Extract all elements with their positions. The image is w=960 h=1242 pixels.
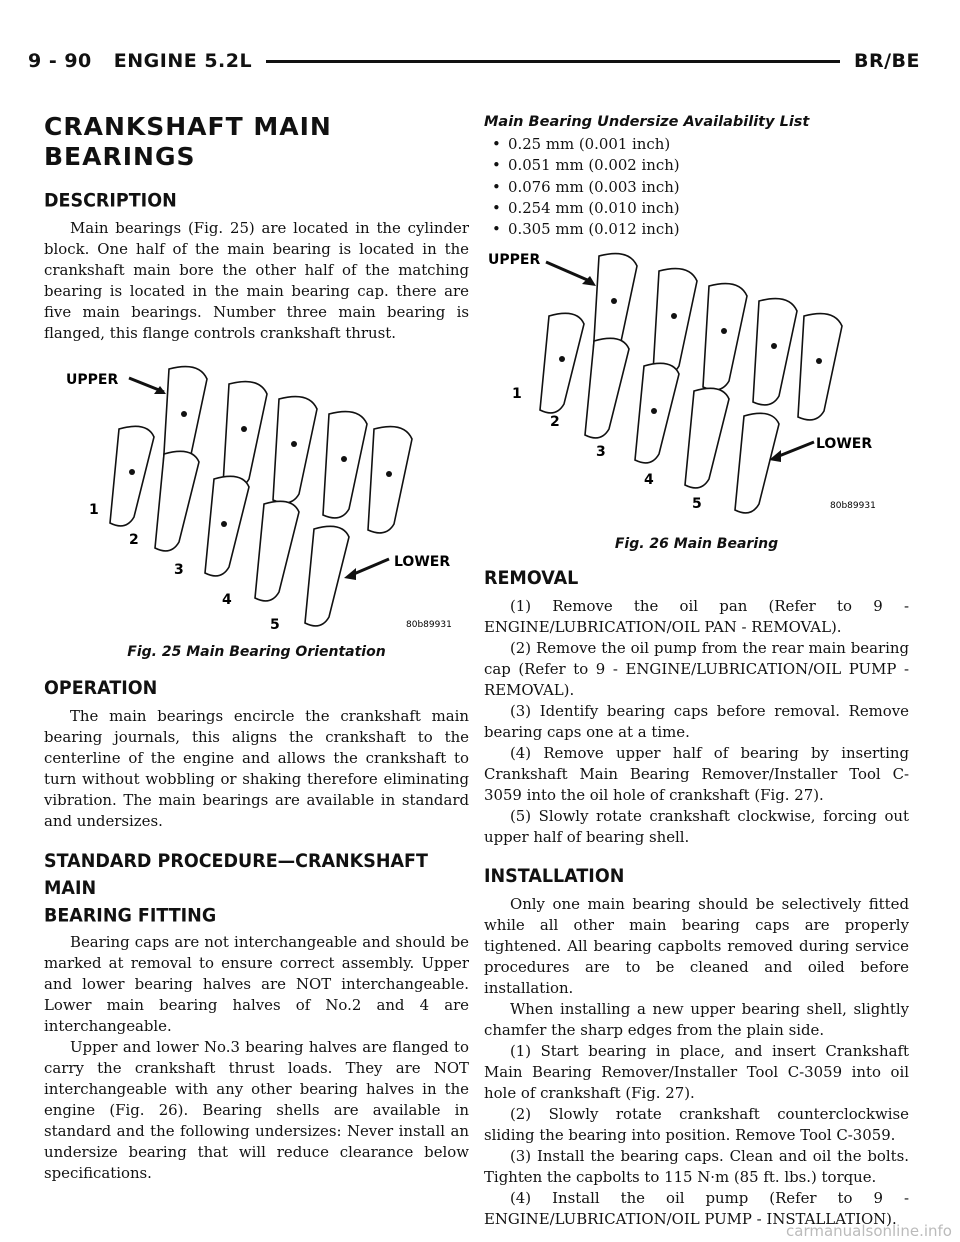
- title-line-1: CRANKSHAFT MAIN: [44, 112, 332, 141]
- page-title: [44, 112, 469, 172]
- figure-26: [484, 246, 909, 552]
- procedure-paragraph-2: Upper and lower No.3 bearing halves are flanged to carry the crankshaft thrust loads. They are NOT interchangeable with any other bearing halves in the engine (Fig. 26). Bearing shells are available in standard and the following undersizes: Never install an undersize bearing that will reduce clearance below specifications.: [44, 1038, 469, 1182]
- fig25-upper-label: UPPER: [66, 372, 119, 388]
- fig25-num-5: 5: [270, 617, 280, 633]
- bullet-icon: •: [492, 135, 501, 153]
- fig26-num-2: 2: [550, 414, 560, 431]
- installation-step-1: (1) Start bearing in place, and insert Crankshaft Main Bearing Remover/Installer Tool C-3059 into oil hole of crankshaft (Fig. 27).: [484, 1042, 909, 1103]
- header-rule: [266, 60, 840, 63]
- section-title: ENGINE 5.2L: [113, 50, 253, 72]
- removal-step-2: (2) Remove the oil pump from the rear main bearing cap (Refer to 9 - ENGINE/LUBRICATION/OIL PUMP - REMOVAL).: [484, 639, 909, 700]
- list-item: [492, 155, 909, 176]
- procedure-heading: [44, 848, 469, 930]
- page-number: 9 - 90: [28, 50, 92, 72]
- watermark: carmanualsonline.info: [786, 1222, 952, 1240]
- right-column: [484, 112, 909, 1230]
- installation-intro: Only one main bearing should be selectively fitted while all other main bearing caps are properly tightened. All bearing capbolts removed during service procedures are to be cleaned and oiled before installation.: [484, 895, 909, 998]
- installation-step-4: (4) Install the oil pump (Refer to 9 - ENGINE/LUBRICATION/OIL PUMP - INSTALLATION).: [484, 1189, 909, 1229]
- removal-step-5: (5) Slowly rotate crankshaft clockwise, forcing out upper half of bearing shell.: [484, 807, 909, 847]
- figure-25: [44, 354, 469, 660]
- undersize-list-title: Main Bearing Undersize Availability List: [484, 114, 810, 130]
- fig25-caption: Fig. 25 Main Bearing Orientation: [127, 644, 386, 660]
- size-value: 0.051 mm (0.002 inch): [508, 156, 680, 175]
- fig26-caption: Fig. 26 Main Bearing: [614, 536, 779, 553]
- installation-step-2: (2) Slowly rotate crankshaft counterclockwise sliding the bearing into position. Remove Tool C-3059.: [484, 1105, 909, 1145]
- bullet-icon: •: [492, 177, 501, 196]
- size-value: 0.25 mm (0.001 inch): [508, 135, 671, 153]
- installation-step-3: (3) Install the bearing caps. Clean and oil the bolts. Tighten the capbolts to 115 N·m (85 ft. lbs.) torque.: [484, 1147, 909, 1187]
- size-value: 0.305 mm (0.012 inch): [508, 220, 680, 239]
- left-column: [44, 112, 469, 1184]
- removal-step-1: (1) Remove the oil pan (Refer to 9 - ENGINE/LUBRICATION/OIL PAN - REMOVAL).: [484, 597, 909, 637]
- removal-heading: REMOVAL: [484, 568, 579, 590]
- bullet-icon: •: [492, 198, 501, 217]
- fig25-num-4: 4: [222, 592, 232, 608]
- bullet-icon: •: [492, 156, 501, 175]
- fig26-num-4: 4: [644, 472, 654, 489]
- procedure-paragraph-1: Bearing caps are not interchangeable and should be marked at removal to ensure correct assembly. Upper and lower bearing halves are NOT interchangeable. Lower main bearing halves of No.2 and 4 are interchangeable.: [44, 933, 469, 1035]
- page-header: [28, 48, 920, 74]
- fig25-num-2: 2: [129, 532, 139, 548]
- removal-step-3: (3) Identify bearing caps before removal. Remove bearing caps one at a time.: [484, 702, 909, 742]
- fig26-num-3: 3: [596, 444, 606, 461]
- title-line-2: BEARINGS: [44, 142, 196, 171]
- fig25-num-1: 1: [89, 502, 99, 518]
- fig25-num-3: 3: [174, 562, 184, 578]
- size-value: 0.254 mm (0.010 inch): [508, 198, 680, 217]
- description-heading: DESCRIPTION: [44, 190, 177, 212]
- fig26-num-1: 1: [512, 386, 522, 403]
- operation-heading: OPERATION: [44, 678, 158, 700]
- list-item: [492, 198, 909, 219]
- fig26-upper-label: UPPER: [488, 252, 541, 269]
- removal-step-4: (4) Remove upper half of bearing by inserting Crankshaft Main Bearing Remover/Installer Tool C-3059 into the oil hole of crankshaft (Fig. 27).: [484, 744, 909, 805]
- fig26-code: 80b89931: [830, 501, 876, 512]
- installation-note: When installing a new upper bearing shell, slightly chamfer the sharp edges from the plain side.: [484, 1000, 909, 1040]
- size-value: 0.076 mm (0.003 inch): [508, 177, 680, 196]
- procedure-heading-line-1: STANDARD PROCEDURE—CRANKSHAFT MAIN: [44, 851, 428, 900]
- fig26-lower-label: LOWER: [816, 436, 873, 453]
- fig25-lower-label: LOWER: [394, 554, 451, 570]
- list-item: [492, 134, 909, 155]
- list-item: [492, 219, 909, 240]
- operation-text: The main bearings encircle the crankshaft main bearing journals, this aligns the crankshaft to the centerline of the engine and allows the crankshaft to turn without wobbling or shaking therefore eliminating vibration. The main bearings are available in standard and undersizes.: [44, 707, 469, 830]
- procedure-heading-line-2: BEARING FITTING: [44, 905, 217, 927]
- description-text: Main bearings (Fig. 25) are located in the cylinder block. One half of the main bearing is located in the crankshaft main bore the other half of the matching bearing is located in the main bearing cap. there are five main bearings. Number three main bearing is flanged, this flange controls crankshaft thrust.: [44, 219, 469, 342]
- installation-heading: INSTALLATION: [484, 866, 625, 888]
- bullet-icon: •: [492, 220, 501, 239]
- bearing-illustration-25: [44, 354, 469, 644]
- model-code: BR/BE: [853, 50, 920, 72]
- bearing-illustration-26: [484, 246, 909, 536]
- undersize-list: [484, 134, 909, 240]
- list-item: [492, 177, 909, 198]
- fig26-num-5: 5: [692, 496, 702, 513]
- fig25-code: 80b89931: [406, 620, 452, 630]
